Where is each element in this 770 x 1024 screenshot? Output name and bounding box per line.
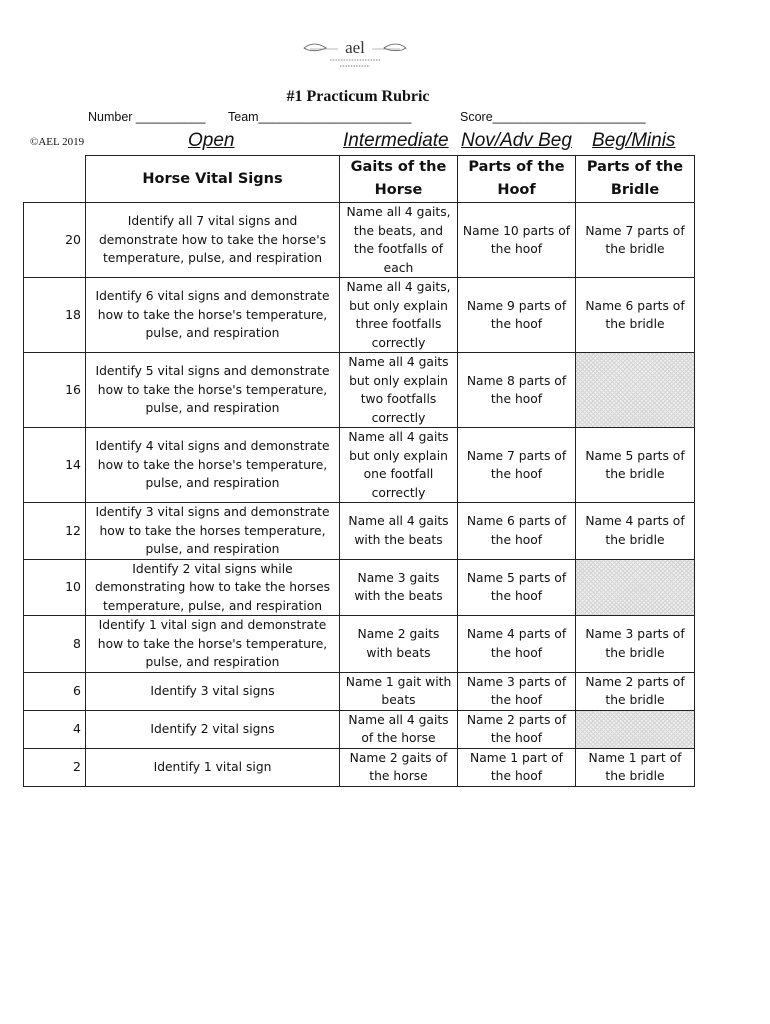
hoof-cell: Name 4 parts of the hoof — [458, 616, 576, 673]
page-title: #1 Practicum Rubric — [286, 88, 430, 105]
level-intermediate: Intermediate — [343, 130, 449, 151]
bridle-cell: Name 2 parts of the bridle — [576, 672, 695, 710]
hoof-cell: Name 9 parts of the hoof — [458, 278, 576, 353]
table-row — [24, 503, 695, 560]
table-row — [24, 616, 695, 673]
header-hoof: Parts of the Hoof — [458, 156, 576, 203]
bridle-cell: Name 6 parts of the bridle — [576, 278, 695, 353]
header-row — [24, 156, 695, 203]
row-score: 18 — [24, 278, 86, 353]
gaits-cell: Name all 4 gaits with the beats — [340, 503, 458, 560]
vital-cell: Identify all 7 vital signs and demonstrate how to take the horse's temperature, pulse, and respiration — [86, 203, 340, 278]
gaits-cell: Name all 4 gaits but only explain two footfalls correctly — [340, 353, 458, 428]
header-gaits: Gaits of the Horse — [340, 156, 458, 203]
bridle-cell-shaded — [576, 559, 695, 616]
bridle-cell: Name 4 parts of the bridle — [576, 503, 695, 560]
vital-cell: Identify 1 vital sign and demonstrate how to take the horse's temperature, pulse, and respiration — [86, 616, 340, 673]
header-blank — [24, 156, 86, 203]
table-row — [24, 672, 695, 710]
vital-cell: Identify 1 vital sign — [86, 748, 340, 786]
table-row — [24, 559, 695, 616]
level-beg-minis: Beg/Minis — [592, 130, 676, 151]
bridle-cell-shaded — [576, 353, 695, 428]
level-open: Open — [188, 130, 235, 151]
row-score: 14 — [24, 428, 86, 503]
bridle-cell: Name 1 part of the bridle — [576, 748, 695, 786]
gaits-cell: Name 2 gaits of the horse — [340, 748, 458, 786]
table-row — [24, 428, 695, 503]
row-score: 12 — [24, 503, 86, 560]
vital-cell: Identify 2 vital signs while demonstrating how to take the horses temperature, pulse, and respiration — [86, 559, 340, 616]
bridle-cell-shaded — [576, 710, 695, 748]
gaits-cell: Name 1 gait with beats — [340, 672, 458, 710]
hoof-cell: Name 6 parts of the hoof — [458, 503, 576, 560]
hoof-cell: Name 5 parts of the hoof — [458, 559, 576, 616]
hoof-cell: Name 3 parts of the hoof — [458, 672, 576, 710]
row-score: 2 — [24, 748, 86, 786]
table-row — [24, 278, 695, 353]
row-score: 8 — [24, 616, 86, 673]
row-score: 6 — [24, 672, 86, 710]
hoof-cell: Name 7 parts of the hoof — [458, 428, 576, 503]
copyright-text: ©AEL 2019 — [30, 136, 85, 148]
table-row — [24, 748, 695, 786]
gaits-cell: Name 3 gaits with the beats — [340, 559, 458, 616]
vital-cell: Identify 4 vital signs and demonstrate how to take the horse's temperature, pulse, and respiration — [86, 428, 340, 503]
gaits-cell: Name all 4 gaits but only explain one footfall correctly — [340, 428, 458, 503]
row-score: 4 — [24, 710, 86, 748]
row-score: 10 — [24, 559, 86, 616]
ael-logo-icon — [300, 36, 410, 72]
level-nov-adv: Nov/Adv Beg — [461, 130, 572, 151]
table-row — [24, 203, 695, 278]
gaits-cell: Name all 4 gaits of the horse — [340, 710, 458, 748]
bridle-cell: Name 3 parts of the bridle — [576, 616, 695, 673]
team-field[interactable]: Team______________________ — [228, 110, 412, 124]
vital-cell: Identify 6 vital signs and demonstrate how to take the horse's temperature, pulse, and respiration — [86, 278, 340, 353]
gaits-cell: Name 2 gaits with beats — [340, 616, 458, 673]
hoof-cell: Name 1 part of the hoof — [458, 748, 576, 786]
table-row — [24, 353, 695, 428]
gaits-cell: Name all 4 gaits, but only explain three footfalls correctly — [340, 278, 458, 353]
vital-cell: Identify 2 vital signs — [86, 710, 340, 748]
rubric-table — [23, 155, 695, 787]
hoof-cell: Name 2 parts of the hoof — [458, 710, 576, 748]
logo-text: ael — [345, 38, 365, 57]
header-vital-signs: Horse Vital Signs — [86, 156, 340, 203]
vital-cell: Identify 3 vital signs and demonstrate how to take the horses temperature, pulse, and respiration — [86, 503, 340, 560]
hoof-cell: Name 8 parts of the hoof — [458, 353, 576, 428]
row-score: 16 — [24, 353, 86, 428]
hoof-cell: Name 10 parts of the hoof — [458, 203, 576, 278]
row-score: 20 — [24, 203, 86, 278]
vital-cell: Identify 3 vital signs — [86, 672, 340, 710]
number-field[interactable]: Number __________ — [88, 110, 206, 124]
bridle-cell: Name 5 parts of the bridle — [576, 428, 695, 503]
table-row — [24, 710, 695, 748]
header-bridle: Parts of the Bridle — [576, 156, 695, 203]
score-field[interactable]: Score______________________ — [460, 110, 646, 124]
vital-cell: Identify 5 vital signs and demonstrate how to take the horse's temperature, pulse, and respiration — [86, 353, 340, 428]
bridle-cell: Name 7 parts of the bridle — [576, 203, 695, 278]
gaits-cell: Name all 4 gaits, the beats, and the footfalls of each — [340, 203, 458, 278]
